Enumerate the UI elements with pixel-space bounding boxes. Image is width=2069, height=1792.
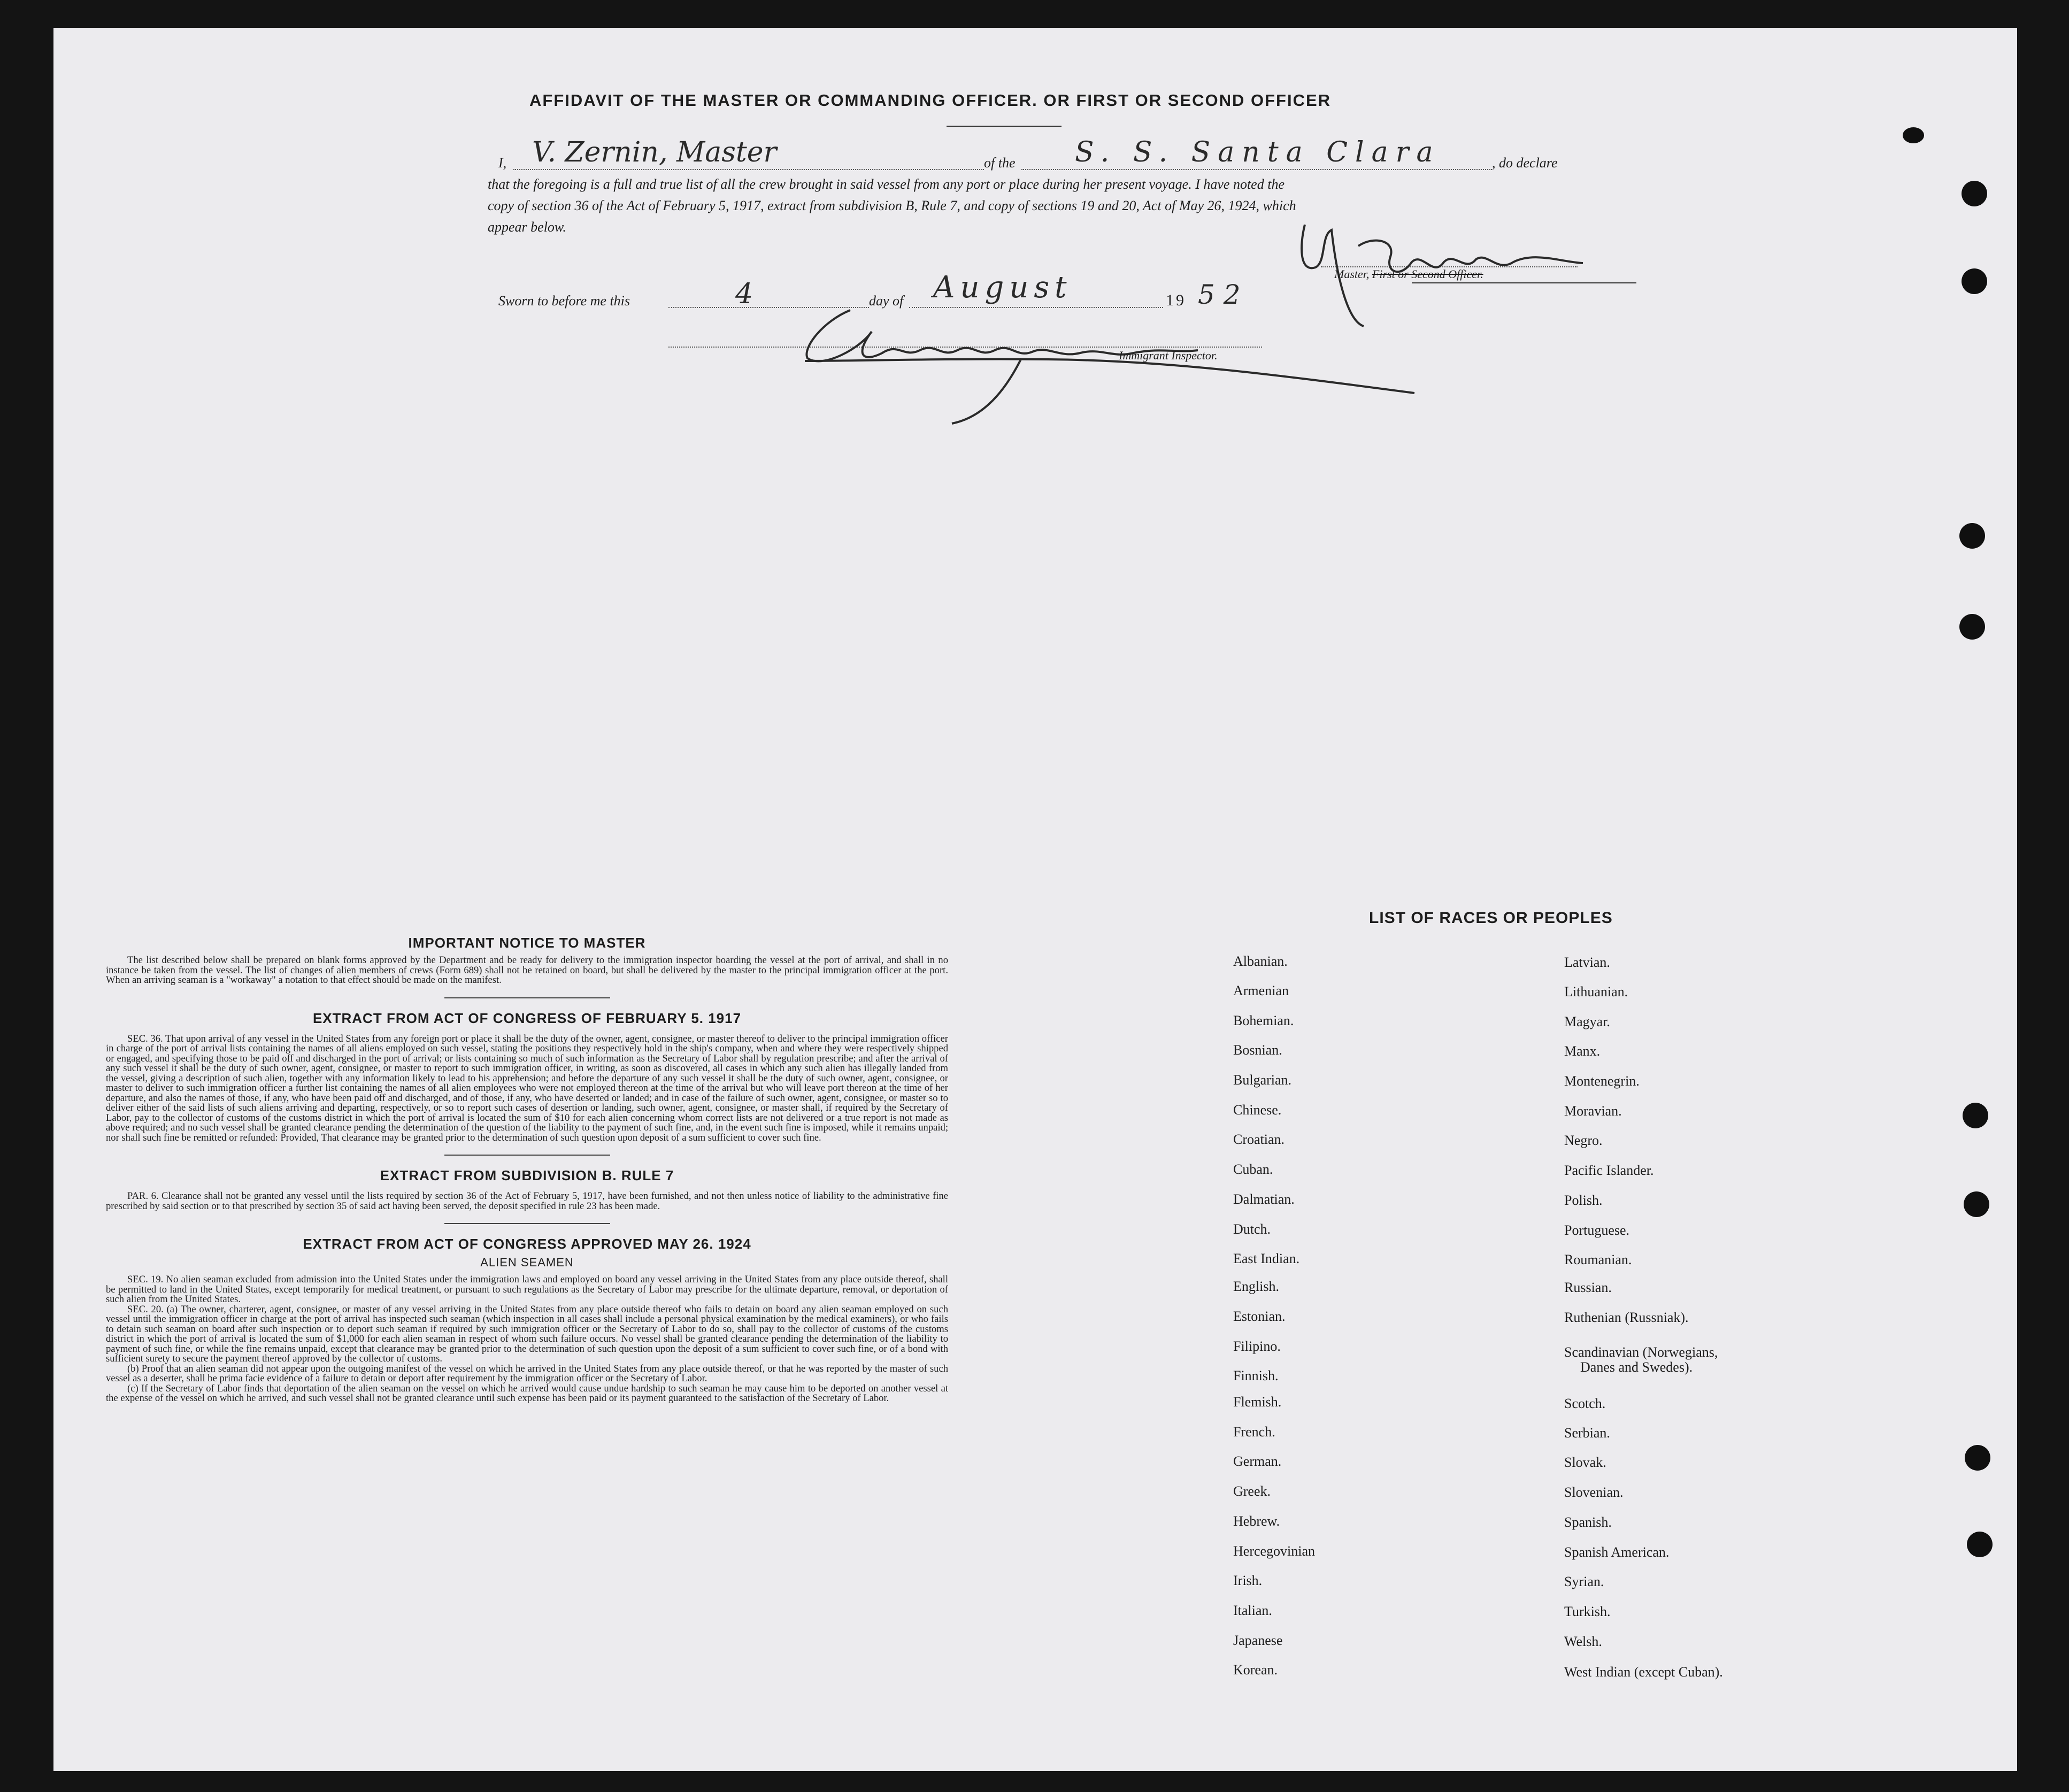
race-right-item: Spanish. <box>1564 1514 1612 1530</box>
punch-hole <box>1967 1532 1993 1557</box>
i-label: I, <box>498 155 507 171</box>
race-right-item: Manx. <box>1564 1043 1601 1059</box>
race-right-item: Lithuanian. <box>1564 984 1628 999</box>
punch-hole <box>1963 1103 1988 1128</box>
race-left-item: Irish. <box>1233 1573 1263 1588</box>
punch-hole <box>1903 127 1924 143</box>
race-right-item: Syrian. <box>1564 1574 1604 1589</box>
race-left-item: Albanian. <box>1233 953 1288 969</box>
race-left-item: East Indian. <box>1233 1251 1300 1266</box>
race-right-item: Montenegrin. <box>1564 1073 1640 1089</box>
race-right-item: Pacific Islander. <box>1564 1163 1654 1178</box>
race-right-item: Welsh. <box>1564 1634 1602 1649</box>
race-left-item: German. <box>1233 1453 1282 1469</box>
race-right-item: Slovenian. <box>1564 1485 1624 1500</box>
sworn-month-handwritten: August <box>933 270 1072 305</box>
divider <box>444 1223 610 1224</box>
punch-hole <box>1964 1191 1989 1217</box>
declare-label: , do declare <box>1492 155 1558 171</box>
divider <box>444 1155 610 1156</box>
race-left-item: Hebrew. <box>1233 1513 1280 1529</box>
master-caption-struck: First or Second Officer. <box>1372 267 1483 281</box>
notice-body: The list described below shall be prepared on blank forms approved by the Department and be ready for delivery to the immigration inspector boarding the vessel at the port of arrival, and shall in no instance be taken from the vessel. The list of changes of alien members of crews (Form 689) shall not be retained on board, but shall be delivered by the master to the principal immigration officer at the port. When an arriving seaman is a "workaway" a notation to that effect should be made on the manifest. <box>106 955 948 986</box>
master-caption-label: Master, <box>1334 267 1370 281</box>
extract-rule7-title: EXTRACT FROM SUBDIVISION B. RULE 7 <box>380 1167 674 1183</box>
race-left-item: Italian. <box>1233 1603 1272 1618</box>
punch-hole <box>1965 1445 1990 1471</box>
extract-1917-title: EXTRACT FROM ACT OF CONGRESS OF FEBRUARY 5. 1917 <box>312 1010 742 1026</box>
affidavit-title: AFFIDAVIT OF THE MASTER OR COMMANDING OFFICER. OR FIRST OR SECOND OFFICER <box>529 91 1332 110</box>
race-right-item: Ruthenian (Russniak). <box>1564 1310 1689 1325</box>
race-left-item: Filipino. <box>1233 1339 1281 1354</box>
day-of-label: day of <box>869 293 904 309</box>
race-right-item: West Indian (except Cuban). <box>1564 1664 1723 1680</box>
race-right-item: Polish. <box>1564 1193 1603 1208</box>
race-left-item: Japanese <box>1233 1633 1283 1648</box>
year-prefix: 19 <box>1166 291 1186 309</box>
race-left-item: Korean. <box>1233 1662 1278 1678</box>
extract-1924-sec20c: (c) If the Secretary of Labor finds that deportation of the alien seaman on the vessel on which he arrived would cause undue hardship to such seaman he may cause him to be deported on another vessel at the expense of the vessel on which he arrived, and such vessel shall not be granted clearance until such expense has been paid or its payment guaranteed to the satisfaction of the Secretary of Labor. <box>106 1382 948 1404</box>
inspector-signature <box>791 299 1433 433</box>
affidavit-line-2: that the foregoing is a full and true list of all the crew brought in said vessel from any port or place during her present voyage. I have noted the <box>488 176 1285 192</box>
punch-hole <box>1962 181 1987 206</box>
race-left-item: Finnish. <box>1233 1368 1279 1383</box>
race-left-item: English. <box>1233 1279 1279 1294</box>
title-rule <box>947 126 1062 127</box>
race-left-item: Armenian <box>1233 983 1289 998</box>
race-right-item: Serbian. <box>1564 1425 1610 1441</box>
affidavit-line-4: appear below. <box>488 219 566 235</box>
extract-1924-subtitle: ALIEN SEAMEN <box>480 1256 574 1269</box>
sworn-label: Sworn to before me this <box>498 293 630 309</box>
master-name-handwritten: V. Zernin, Master <box>532 136 777 168</box>
race-left-item: Bohemian. <box>1233 1013 1294 1028</box>
race-left-item: Chinese. <box>1233 1102 1282 1118</box>
master-caption <box>1334 267 1483 281</box>
extract-rule7-body: PAR. 6. Clearance shall not be granted any vessel until the lists required by section 36 of the Act of February 5, 1917, have been furnished, and not then unless notice of liability to the administrative fine prescribed by said section or to that prescribed by section 35 of said act having been served, the deposit specified in rule 23 has been made. <box>106 1190 948 1212</box>
race-left-item: Estonian. <box>1233 1309 1286 1324</box>
race-right-item: Scotch. <box>1564 1396 1606 1411</box>
races-title: LIST OF RACES OR PEOPLES <box>1369 909 1613 927</box>
extract-1917-body: SEC. 36. That upon arrival of any vessel in the United States from any foreign port or place it shall be the duty of the owner, agent, consignee, or master thereof to deliver to the principal immigration officer in charge of the port of arrival lists containing the names of all aliens employed on such vessel, stating the positions they respectively hold in the ship's company, when and where they were respectively shipped or engaged, and specifying those to be paid off and discharged in the port of arrival; or lists containing so much of such information as the Secretary of Labor shall by regulation prescribe; and after the arrival of any such vessel it shall be the duty of such owner, agent, consignee, or master to report to such immigration officer, in writing, as soon as discovered, all cases in which any such alien has illegally landed from the vessel, giving a description of such alien, together with any information likely to lead to his apprehension; and before the departure of any such vessel it shall be the duty of such owner, agent, consignee, or master to deliver to such immigration officer a further list containing the names of all alien employees who were not employed thereon at the time of the arrival but who will leave port thereon at the time of her departure, and also the names of those, if any, who have been paid off and discharged, and of those, if any, who have deserted or landed; and in case of the failure of such owner, agent, consignee, or master so to deliver either of the said lists of such aliens arriving and departing, respectively, or so to report such cases of desertion or landing, such owner, agent, consignee, or master shall, if required by the Secretary of Labor, pay to the collector of customs of the customs district in which the port of arrival is located the sum of $10 for each alien concerning whom correct lists are not delivered or a true report is not made as above required; and no such vessel shall be granted clearance pending the determination of the question of the liability to the payment of such fine, and, in the event such fine is imposed, while it remains unpaid; nor shall such fine be remitted or refunded: Provided, That clearance may be granted prior to the determination of such question upon deposit of a sum sufficient to cover such fine. <box>106 1033 948 1143</box>
race-right-item: Portuguese. <box>1564 1222 1630 1238</box>
race-left-item: Dalmatian. <box>1233 1191 1295 1207</box>
race-left-item: Bulgarian. <box>1233 1072 1292 1088</box>
race-right-item: Spanish American. <box>1564 1544 1670 1560</box>
race-left-item: French. <box>1233 1424 1275 1440</box>
year-suffix-handwritten: 52 <box>1198 279 1249 310</box>
inspector-caption: Immigrant Inspector. <box>1119 349 1218 362</box>
race-right-item: Moravian. <box>1564 1103 1622 1119</box>
notice-column <box>106 935 948 1404</box>
extract-1924-sec19: SEC. 19. No alien seaman excluded from admission into the United States under the immigration laws and employed on board any vessel arriving in the United States from any place outside thereof, shall be permitted to land in the United States, except temporarily for medical treatment, or pursuant to such regulations as the Secretary of Labor may prescribe for the ultimate departure, removal, or deportation of such alien from the United States. <box>106 1274 948 1305</box>
strike-line <box>1412 282 1636 283</box>
extract-1924-sec20b: (b) Proof that an alien seaman did not appear upon the outgoing manifest of the vessel on which he arrived in the United States from any place outside thereof, or that he was reported by the master of such vessel as a deserter, shall be prima facie evidence of a failure to detain or deport after requirement by the immigration officer or the Secretary of Labor. <box>106 1363 948 1384</box>
race-right-item: Magyar. <box>1564 1014 1610 1029</box>
vessel-name-handwritten: S. S. Santa Clara <box>1075 136 1441 168</box>
race-right-item: Slovak. <box>1564 1455 1606 1470</box>
vessel-name-line <box>1021 169 1492 170</box>
notice-title: IMPORTANT NOTICE TO MASTER <box>408 935 646 951</box>
race-left-item: Dutch. <box>1233 1221 1271 1237</box>
race-left-item: Bosnian. <box>1233 1042 1282 1058</box>
divider <box>444 997 610 998</box>
punch-hole <box>1962 268 1987 294</box>
race-right-item: Turkish. <box>1564 1604 1611 1619</box>
race-right-item: Danes and Swedes). <box>1580 1359 1693 1375</box>
race-left-item: Greek. <box>1233 1483 1271 1499</box>
punch-hole <box>1959 523 1985 549</box>
affidavit-line-3: copy of section 36 of the Act of February 5, 1917, extract from subdivision B, Rule 7, and copy of sections 19 and 20, Act of May 26, 1924, which <box>488 198 1296 213</box>
master-name-line <box>513 169 984 170</box>
race-left-item: Croatian. <box>1233 1132 1285 1147</box>
sworn-day-handwritten: 4 <box>735 278 753 310</box>
race-left-item: Cuban. <box>1233 1162 1273 1177</box>
race-right-item: Russian. <box>1564 1280 1612 1295</box>
extract-1924-sec20a: SEC. 20. (a) The owner, charterer, agent, consignee, or master of any vessel arriving in the United States from any place outside thereof who fails to detain on board any alien seaman employed on such vessel until the immigration officer in charge at the port of arrival has inspected such seaman (which inspection in all cases shall include a personal physical examination by the medical examiners), or who fails to detain such seaman on board after such inspection or to deport such seaman if required by such immigration officer or the Secretary of Labor to do so, shall pay to the collector of customs of the customs district in which the port of arrival is located the sum of $1,000 for each alien seaman in respect of whom such failure occurs. No vessel shall be granted clearance pending the determination of the liability to payment of such fine, or while the fine remains unpaid, except that clearance may be granted prior to the determination of such question upon the deposit of a sum sufficient to cover such fine, or of a bond with sufficient surety to secure the payment thereof approved by the collector of customs. <box>106 1303 948 1364</box>
race-left-item: Hercegovinian <box>1233 1543 1316 1559</box>
race-right-item: Negro. <box>1564 1133 1603 1148</box>
race-left-item: Flemish. <box>1233 1394 1282 1410</box>
of-the-label: of the <box>984 155 1016 171</box>
punch-hole <box>1959 614 1985 640</box>
race-right-item: Roumanian. <box>1564 1252 1632 1267</box>
race-right-item: Scandinavian (Norwegians, <box>1564 1344 1718 1360</box>
race-right-item: Latvian. <box>1564 955 1610 970</box>
extract-1924-title: EXTRACT FROM ACT OF CONGRESS APPROVED MAY 26. 1924 <box>303 1236 751 1252</box>
